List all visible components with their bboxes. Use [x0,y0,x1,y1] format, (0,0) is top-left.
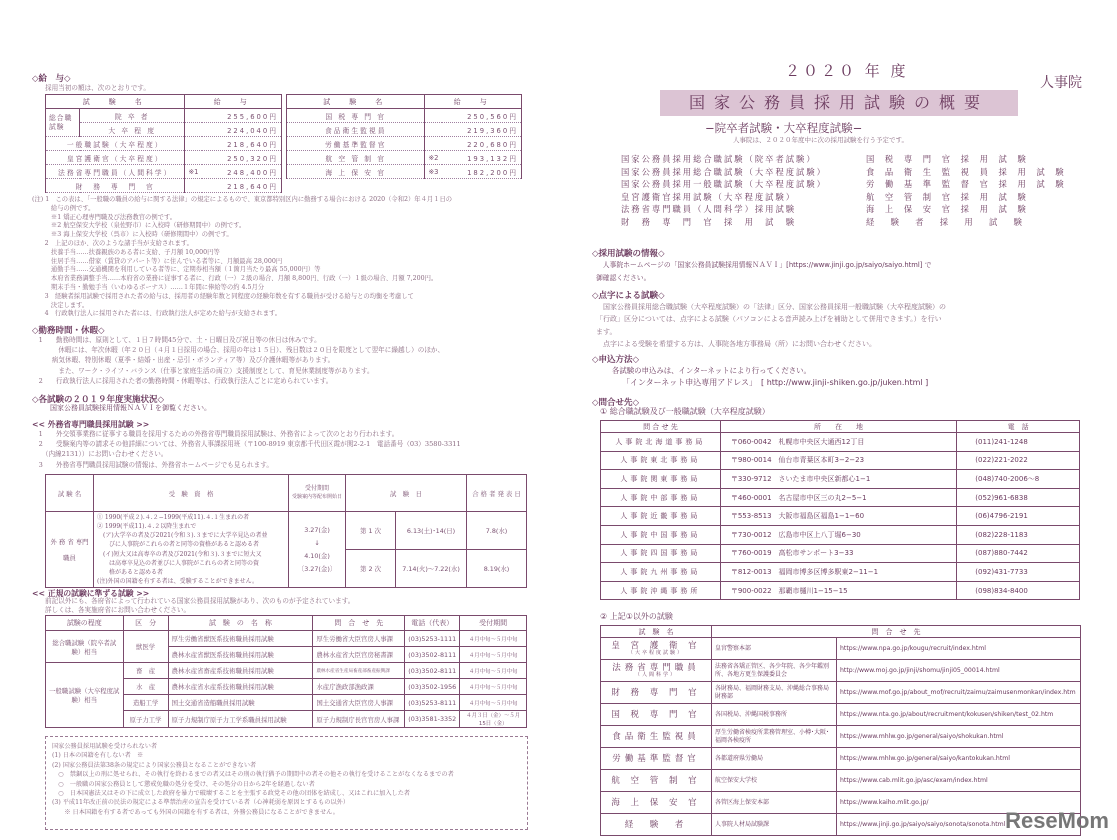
contact-url[interactable]: https://www.mhlw.go.jp/general/saiyo/shokukan.html [837,726,1081,748]
exam-name: 航 空 管 制 官 [287,151,425,165]
phone: (03)3502-1956 [405,679,460,695]
status-text: 国家公務員試験採用情報ＮＡＶＩを御覧ください。 [50,404,211,412]
text-line: 人事院ホームページの「国家公務員試験採用情報ＮＡＶＩ」[https://www.jinji.go.jp/saiyo/saiyo.html] で [596,261,932,269]
contact: 厚生労働省大臣官房人事課 [313,631,405,647]
exam-name: 大 卒 程 度 [80,123,185,137]
office-address: 〒730-0012 広島市中区上八丁堀6−30 [720,525,956,544]
office-address: 〒980-0014 仙台市青葉区本町3−2−23 [720,451,956,470]
other-text [45,597,354,615]
salary-value: 250,320円 [202,151,282,165]
text-line: ① 1990(平成２).４.２−1999(平成11).４.１生まれの者 [97,513,250,521]
text-line: 4 行政執行法人に採用された者には、行政執行法人が定めた給与が支給されます。 [32,310,282,318]
office-phone: (048)740-2006～8 [957,470,1080,489]
exam-name [601,660,712,682]
text-line: ○ 日本国憲法又はその下に成立した政府を暴力で破壊することを主張する政党その他の団体を結成し、又はこれに加入した者 [52,790,411,798]
salary-heading: ◇給 与◇ [32,74,71,84]
contact: 原子力規制庁長官官房人事課 [313,711,405,728]
table-row [46,137,282,151]
text-line: は高専卒見込の者並びに人事院がこれらの者と同等の資 [97,559,260,567]
office-name: 人事院東北事務局 [601,451,721,470]
table-row [287,109,522,123]
text-line: 海 上 保 安 官 採 用 試 験 [866,204,1030,215]
contact-org: 各財務局、福岡財務支局、沖縄総合事務局財務部 [712,682,837,704]
text-line: 2 行政執行法人に採用された者の勤務時間・休暇等は、行政執行法人ごとに定められています。 [32,376,333,385]
salary-value: 255,600円 [202,109,282,123]
exam-level: 一般職試験（大卒程度試験）相当 [46,663,124,728]
table-row [46,179,282,193]
period: ４月中旬～５月中旬 [460,679,527,695]
table-row [287,137,522,151]
period: ４月中旬～５月中旬 [460,631,527,647]
text-line: ○ 禁錮以上の刑に処せられ、その執行を終わるまでの者又はその刑の執行猶予の期間中の者その他その執行を受けることがなくなるまでの者 [52,771,454,779]
text-line: （内線2131））にお問い合わせください。 [32,450,168,459]
contact-row [601,726,1081,748]
text-line: (2) 国家公務員法第38条の規定により国家公務員となることができない者 [52,761,257,769]
office-row [601,563,1080,582]
text-line: 期末手当・勤勉手当（いわゆるボーナス）……１年間に俸給等の約 4.5月分 [32,283,265,291]
office-address: 〒812-0013 福岡市博多区博多駅東2−11−1 [720,563,956,582]
salary-table-left [45,94,282,193]
office-row [601,507,1080,526]
contact-row [601,748,1081,770]
office-phone: (06)4796-2191 [957,507,1080,526]
col-header: 給 与 [425,95,522,109]
exam-name: 食品衛生監視員 [287,123,425,137]
office-phone: (052)961-6838 [957,488,1080,507]
col-header: 問 合 せ 先 [313,616,405,631]
office-row [601,470,1080,489]
hours-heading: ◇勤務時間・休暇◇ [32,326,105,336]
regional-offices-table [600,420,1080,600]
salary-value: 218,640円 [202,137,282,151]
period: ４月中旬～５月中旬 [460,695,527,711]
col-header: 試 験 名 [46,475,94,512]
watermark-logo: ReseMom [1005,808,1109,833]
text-line: 国家公務員採用総合職試験（大卒程度試験） [621,166,827,177]
exam-title: 農林水産省獣医系技術職員採用試験 [168,647,313,663]
text-line: 法務省専門職員（人間科学）採用試験 [621,204,797,215]
col-header: 合 格 者 発 表 日 [467,475,527,512]
contact-org: 各都道府県労働局 [712,748,837,770]
note-mark [185,179,202,193]
contact-org: 航空保安大学校 [712,770,837,792]
exam-name [601,682,712,704]
mofa-text [32,429,461,470]
office-phone: (082)228-1183 [957,525,1080,544]
info-heading: ◇採用試験の情報◇ [592,249,665,259]
other-exam-table [45,615,527,728]
exam-name: 一般職試験（大卒程度） [46,137,185,151]
text-line: (イ)短大又は高専卒の者及び2021(令和３).３までに短大又 [97,550,262,558]
category: 原子力工学 [123,711,168,728]
phone: (03)3502-8111 [405,663,460,679]
office-address: 〒760-0019 高松市サンポート3−33 [720,544,956,563]
salary-value: 248,400円 [202,165,282,179]
text-line: 格があると認める者 [97,568,164,576]
office-name: 人事院四国事務局 [601,544,721,563]
col-header: 受付期間 [460,616,527,631]
exam-name-main: 航 空 管 制 官 [611,775,701,786]
year-title: ２０２０ 年 度 [785,62,909,80]
contact-row [601,704,1081,726]
contact: 農林水産省生産局畜産部畜産振興課 [313,663,405,679]
col-header: 所 在 地 [720,421,956,433]
text-line: 3 経験者採用試験で採用された者の給与は、採用者の経験年数と同程度の経験年数を有する職員が受ける給与との均衡を考慮して [32,292,414,300]
text-line: 皇宮護衛官採用試験（大卒程度試験） [621,191,797,202]
table-row [46,123,282,137]
exam-name-sub: （人間科学） [634,671,677,678]
exam-title: 厚生労働省獣医系技術職員採用試験 [168,631,313,647]
text-line: ○ 一般職の国家公務員として懲戒免職の処分を受け、その処分の日から2年を経過しない者 [52,780,315,788]
table-row [46,631,527,647]
table-row [46,109,282,123]
contact-org: 法務省各矯正管区、各少年院、各少年鑑別所、各地方更生保護委員会 [712,660,837,682]
office-address: 〒900-0022 那覇市樋川1−15−15 [720,581,956,600]
text-line: 2 受験案内等の請求その他詳細については、外務省人事課採用班（〒100-8919 東京都千代田区霞が関2-2-1 電話番号（03）3580-3311 [32,440,461,449]
contact-url[interactable]: https://www.nta.go.jp/about/recruitment/kokusen/shiken/test_02.htm [837,704,1081,726]
col-header: 試 験 名 [601,626,712,638]
phone: (03)3502-8111 [405,647,460,663]
contact-org: 人事院人材局試験課 [712,814,837,836]
phone: (03)5253-8111 [405,695,460,711]
exam-level: 総合職試験（院卒者試験）相当 [46,631,124,663]
exam-name-main: 労働基準監督官 [612,753,700,764]
office-row [601,525,1080,544]
exam-name: 海 上 保 安 官 [287,165,425,179]
result-date: 8.19(水) [467,550,527,588]
exam-name: 外 務 省 専門職員 [46,512,94,588]
text-line: (注) 1 この表は、「一般職の職員の給与に関する法律」の規定によるもので、東京都特別区内に勤務する場合における 2020（令和2）年４月１日の [32,196,453,203]
text-line: 航 空 管 制 官 採 用 試 験 [866,191,1030,202]
exam-title: 農林水産省畜産系技術職員採用試験 [168,663,313,679]
text-line: 国家公務員採用試験を受けられない者 [52,743,158,750]
text-line: 御確認ください。 [596,273,651,282]
text-line: 財 務 専 門 官 採 用 試 験 [621,216,797,227]
eligibility [94,512,289,588]
text-line: 労 働 基 準 監 督 官 採 用 試 験 [866,179,1068,190]
office-phone: (098)834-8400 [957,581,1080,600]
contact: 農林水産省大臣官房秘書課 [313,647,405,663]
note-mark: ※3 [425,165,442,179]
exam-name [601,748,712,770]
office-name: 人事院沖縄事務所 [601,581,721,600]
col-header: 試 験 名 [287,95,425,109]
salary-value: 250,560円 [442,109,522,123]
note-mark: ※1 [185,165,202,179]
exam-name-main: 法務省専門職員 [612,662,700,673]
sogo-label: 総合職試験 [46,109,80,137]
col-header: 試 験 名 [46,95,185,109]
salary-value: 218,640円 [202,179,282,193]
exam-name-main: 財 務 専 門 官 [611,687,701,698]
disqualification-box [45,736,528,830]
stage: 第 2 次 [346,550,396,588]
contact-org: 厚生労働省検疫所業務管理室、小樽･大阪･福岡各検疫所 [712,726,837,748]
contact: 国土交通省大臣官房人事課 [313,695,405,711]
braille-heading: ◇点字による試験◇ [592,291,665,301]
phone: (03)3581-3352 [405,711,460,728]
note-mark [185,151,202,165]
exam-title: 原子力規制庁原子力工学系職員採用試験 [168,711,313,728]
result-date: 7.8(水) [467,512,527,550]
exam-date: 6.13(土)･14(日) [396,512,467,550]
application-period [289,512,346,588]
period: ４月中旬～５月中旬 [460,647,527,663]
mofa-exam-table [45,474,527,588]
text-line: ② 1999(平成11).４.２以降生まれで [97,522,197,530]
other-contacts-table [600,625,1081,836]
table-row [46,663,527,679]
exam-name [601,792,712,814]
office-address: 〒553-8513 大阪市福島区福島1−1−60 [720,507,956,526]
office-phone: (011)241-1248 [957,433,1080,452]
exam-date: 7.14(火)～7.22(水) [396,550,467,588]
salary-value: 220,680円 [442,137,522,151]
text-line: 1 勤務時間は、原則として、１日７時間45分で、土・日曜日及び祝日等の休日は休みです。 [32,336,321,344]
contact-row [601,682,1081,704]
col-header: 区 分 [123,616,168,631]
contact-row [601,770,1081,792]
note-mark: ※2 [425,151,442,165]
text-line: ※2 航空保安大学校（泉佐野市）に入校時（研修期間中）の例です。 [32,222,246,230]
contact-url[interactable]: https://www.mhlw.go.jp/general/saiyo/kantokukan.html [837,748,1081,770]
text-line: 2 上記のほか、次のような諸手当が支給されます。 [32,239,193,247]
apply-heading: ◇申込方法◇ [592,355,640,365]
office-name: 人事院中国事務局 [601,525,721,544]
note-mark [185,109,202,123]
text-line: ↓ [314,538,320,547]
office-phone: (022)221-2022 [957,451,1080,470]
text-line: また、ワーク・ライフ・バランス（仕事と家庭生活の両立）支援制度として、育児休業制度等があります。 [32,366,374,375]
contact-url[interactable]: https://www.mof.go.jp/about_mof/recruit/zaimu/zaimusenmonkan/index.htm [837,682,1081,704]
exam-name: 法務省専門職員（人間科学） [46,165,185,179]
contact-url[interactable]: https://www.npa.go.jp/kougu/recruit/index.html [837,638,1081,660]
note-mark [425,123,442,137]
office-phone: (087)880-7442 [957,544,1080,563]
office-row [601,451,1080,470]
exam-name [601,814,712,836]
col-header: 問 合 せ 先 [601,421,721,433]
office-address: 〒330-9712 さいたま市中央区新都心1−1 [720,470,956,489]
text-line: (3) 平成11年改正前の民法の規定による準禁治産の宣告を受けている者（心神耗弱を原因とするもの以外） [52,799,350,807]
office-row [601,433,1080,452]
salary-value: 182,200円 [442,165,522,179]
exam-name: 皇宮護衛官（大卒程度） [46,151,185,165]
exam-title: 国土交通省造船職員採用試験 [168,695,313,711]
text-line: (注)外国の国籍を有する者は、受験することができません。 [97,578,259,586]
office-name: 人事院関東事務局 [601,470,721,489]
table-row [287,123,522,137]
period: ４月中旬～５月中旬 [460,663,527,679]
mofa-heading: << 外務省専門職員採用試験 >> [32,420,150,429]
status-heading: ◇各試験の２０１９年度実施状況◇ [32,395,165,405]
contact-row [601,638,1081,660]
col-header: 給 与 [185,95,282,109]
contact-url[interactable]: https://www.kaiho.mlit.go.jp/ [837,792,1081,814]
contact-org: 各国税局、沖縄国税事務所 [712,704,837,726]
salary-table-right [286,94,522,179]
category: 畜 産 [123,663,168,679]
contact-url[interactable]: https://www.jinji.go.jp/saiyo/saiyo/sonota/sonota.html [837,814,1081,836]
text-line: ※1 矯正心理専門職及び法務教官の例です。 [32,213,177,221]
text-line: 3.27(金) [304,525,330,534]
text-line: 国家公務員採用総合職試験（大卒程度試験）の「法律」区分、国家公務員採用一般職試験（大卒程度試験）の [596,303,946,311]
salary-value: 193,132円 [442,151,522,165]
main-title-banner: 国家公務員採用試験の概要 [660,90,1018,116]
table-row [287,165,522,179]
phone: (03)5253-1111 [405,631,460,647]
text-line: ※ 日本国籍を有する者であっても外国の国籍を有する者は、外務公務員になることができません。 [52,808,339,816]
exam-name-main: 経 験 者 [624,819,688,830]
text-line: 国 税 専 門 官 採 用 試 験 [866,154,1030,164]
text-line: 経 験 者 採 用 試 験 [866,216,1026,227]
exam-name [601,726,712,748]
exam-name [601,704,712,726]
text-line: ※3 海上保安大学校（呉市）に入校時（研修期間中）の例です。 [32,231,233,239]
org-name: 人事院 [1040,75,1082,91]
table-row [46,165,282,179]
col-header: 問 合 せ 先 [712,626,1081,638]
col-header: 受 験 資 格 [94,475,289,512]
category: 造船工学 [123,695,168,711]
exam-name-main: 食品衛生監視員 [612,731,700,742]
table-row [287,151,522,165]
exam-name [601,638,712,660]
text-line: 本府省業務調整手当……本府省の業務に従事する者に、行政（一）２級の場合、月額 8,800円、行政（一）１級の場合、月額 7,200円。 [32,275,438,283]
text-line: 休暇には、年次休暇（年２０日（４月１日採用の場合、採用の年は１５日）、残日数は２０日を限度として翌年に繰越し）のほか、 [32,346,445,355]
category: 水 産 [123,679,168,695]
col-header: 電 話 [957,421,1080,433]
exam-title: 農林水産省水産系技術職員採用試験 [168,679,313,695]
apply-text: 各試験の申込みは、インターネットにより行ってください。 [612,366,811,375]
text-line: (1) 日本の国籍を有しない者 ※ [52,752,144,760]
text-line: 住居手当……借家（賃貸のアパート等）に住んでいる者等に、月額最高 28,000円 [32,257,283,265]
text-line: 〔3.27(金)〕 [297,564,337,573]
other-heading: << 正規の試験に準ずる試験 >> [32,589,150,598]
office-row [601,488,1080,507]
contact-heading: ◇問合せ先◇ [592,398,640,408]
exam-name-main: 国 税 専 門 官 [611,709,701,720]
text-line: 通勤手当……交通機関を利用している者等に、定期券相当額（１箇月当たり最高 55,000円）等 [32,266,321,274]
contact: 水産庁漁政部漁政課 [313,679,405,695]
apply-url[interactable]: 「インターネット申込専用アドレス」 [ http://www.jinji-shiken.go.jp/juken.html ] [622,378,929,387]
office-row [601,544,1080,563]
col-header: 試 験 日 [346,475,467,512]
col-header: 受付期間 受験案内等配布開始日 [289,475,346,512]
contact-url[interactable]: https://www.cab.mlit.go.jp/asc/exam/index.html [837,770,1081,792]
note-mark [425,137,442,151]
intro-text: 人事院は、２０２０年度中に次の採用試験を行う予定です。 [733,136,908,144]
text-line: 病気休暇、特別休暇（夏季・結婚・出産・忌引・ボランティア等）及び介護休暇等があります。 [32,356,335,365]
text-line: ます。 [596,327,617,336]
salary-notes [32,196,452,319]
contact-sub1: ① 総合職試験及び一般職試験（大卒程度試験） [600,407,770,416]
hours-text [32,335,444,386]
text-line: 詳しくは、各実施府省にお問い合わせください。 [45,606,191,614]
salary-intro: 採用当初の額は、次のとおりです。 [45,84,150,92]
period: ４月３日（金）～５月15日（金） [460,711,527,728]
exam-name-sub: （大卒程度試験） [627,649,684,656]
text-line: 1 外交領事業務に従事する職員を採用するための外務省専門職員採用試験は、外務省によって次のとおり行われます。 [32,430,399,438]
contact-org: 各管区海上保安本部 [712,792,837,814]
col-header: 試験の程度 [46,616,124,631]
office-address: 〒060-0042 札幌市中央区大通西12丁目 [720,433,956,452]
col-header: 電話（代表） [405,616,460,631]
text-line: 「行政」区分については、点字による試験（パソコンによる音声読み上げを補助として併用できます。）を行い [596,315,942,324]
contact-sub2: ② 上記①以外の試験 [600,612,673,621]
note-mark [185,123,202,137]
office-address: 〒460-0001 名古屋市中区三の丸2−5−1 [720,488,956,507]
exam-name: 国 税 専 門 官 [287,109,425,123]
disqualification-text [52,742,454,817]
office-name: 人事院中部事務局 [601,488,721,507]
text-line: (ア)大学卒の者及び2021(令和３).３までに大学卒見込の者並 [97,532,268,540]
note-mark [185,137,202,151]
exam-list-right [866,153,1068,229]
table-row [46,151,282,165]
office-row [601,581,1080,600]
exam-name [601,770,712,792]
contact-url[interactable]: http://www.moj.go.jp/jinji/shomu/jinji05_00014.html [837,660,1081,682]
salary-value: 224,040円 [202,123,282,137]
office-name: 人事院九州事務局 [601,563,721,582]
text-line: 点字による受験を希望する方は、人事院各地方事務局（所）にお問い合わせください。 [596,339,876,348]
text-line: 給与の例です。 [32,204,95,212]
stage: 第 1 次 [346,512,396,550]
exam-name-main: 海 上 保 安 官 [611,797,701,808]
contact-org: 皇宮警察本部 [712,638,837,660]
exam-name: 院 卒 者 [80,109,185,123]
text-line: 国家公務員採用一般職試験（大卒程度試験） [621,179,827,190]
salary-value: 219,360円 [442,123,522,137]
text-line: 決定します。 [32,301,89,309]
text-line: 前記以外にも、各府省によって行われている国家公務員採用試験があり、次のものが予定されています。 [45,597,355,605]
text-line: 扶養手当……扶養親族のある者に支給、子月額 10,000円等 [32,248,220,256]
exam-name: 労働基準監督官 [287,137,425,151]
contact-row [601,660,1081,682]
text-line: 国家公務員採用総合職試験（院卒者試験） [621,154,817,164]
text-line: 3 外務省専門職員採用試験の情報は、外務省ホームページでも見られます。 [32,460,273,469]
office-name: 人事院北海道事務局 [601,433,721,452]
info-text [596,259,931,284]
exam-list-left [621,153,827,229]
braille-text [596,301,946,350]
subtitle: −院卒者試験・大卒程度試験− [705,121,863,135]
text-line: 食 品 衛 生 監 視 員 採 用 試 験 [866,166,1068,177]
office-phone: (092)431-7733 [957,563,1080,582]
category: 獣医学 [123,631,168,663]
note-mark [425,109,442,123]
exam-name: 財 務 専 門 官 [46,179,185,193]
exam-name-main: 皇 宮 護 衛 官 [611,640,701,651]
text-line: 4.10(金) [304,551,330,560]
col-header: 試 験 の 名 称 [168,616,313,631]
text-line: びに人事院がこれらの者と同等の資格があると認める者 [97,541,260,549]
office-name: 人事院近畿事務局 [601,507,721,526]
